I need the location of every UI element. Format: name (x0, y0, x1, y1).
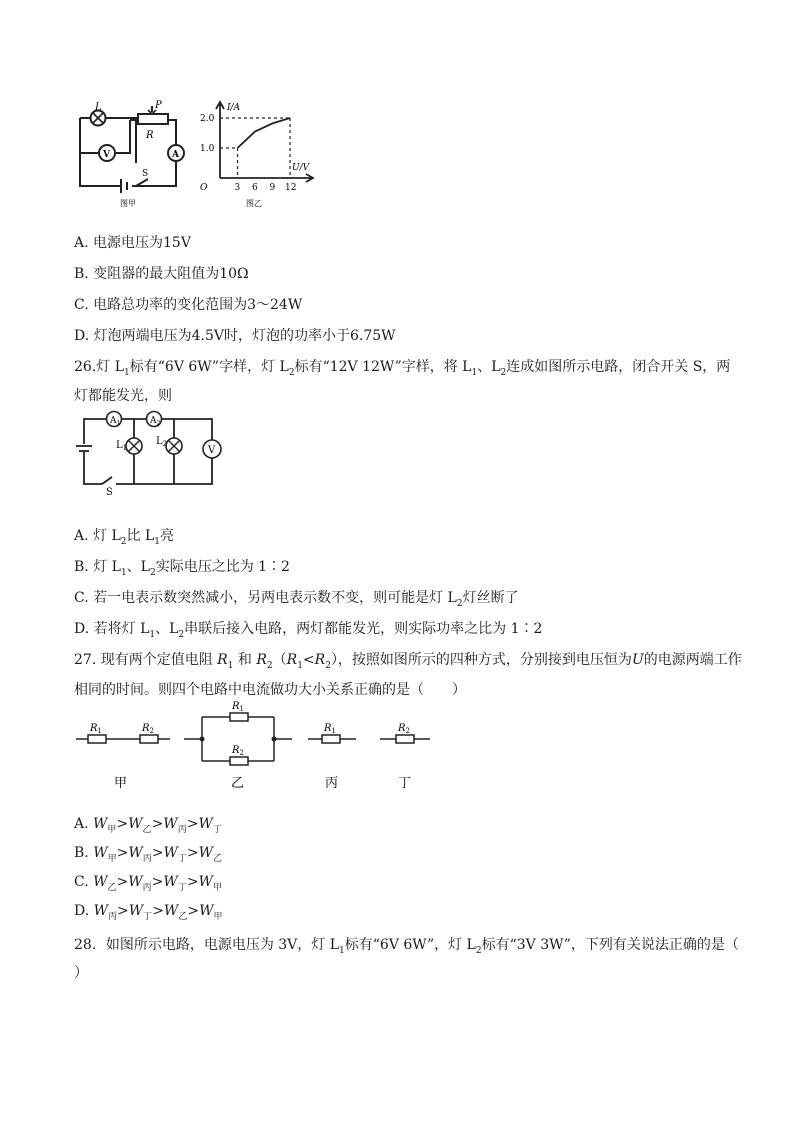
label-r2: $R_2$ (398, 723, 410, 735)
label-r1: $R_1$ (324, 723, 336, 735)
q26-stem-line1: 26.灯 $L_1$标有“6V 6W”字样，灯 $L_2$标有“12V 12W”字样，将 $L_1$、$L_2$连成如图所示电路，闭合开关 S，两 (74, 359, 731, 378)
label-r1: $R_1$ (90, 723, 102, 735)
resistor-circuits-q27 (74, 695, 444, 795)
label-r1: $R_1$ (232, 701, 244, 713)
q26-stem-line2: 灯都能发光，则 (74, 388, 172, 404)
q27-option-c: C. $W_乙>W_丙>W_丁>W_甲$ (74, 874, 222, 893)
q25-option-a: A. 电源电压为15V (74, 235, 191, 251)
label-r2: $R_2$ (232, 745, 244, 757)
q25-option-d: D. 灯泡两端电压为4.5V时，灯泡的功率小于6.75W (74, 328, 396, 344)
circuit-label-bing: 丙 (325, 776, 339, 791)
q28-stem-line2: ） (74, 965, 88, 981)
x-tick-label: 9 (269, 183, 276, 193)
circuit-label-yi: 乙 (231, 776, 245, 791)
label-r2: $R_2$ (142, 723, 154, 735)
q27-stem-line1: 27. 现有两个定值电阻 $R_1$ 和 $R_2(R_1<R_2)$，按照如图所示的四种方式，分别接到电压恒为U的电源两端工作 (74, 652, 742, 671)
label-R: R (146, 130, 154, 141)
y-tick-label: 2.0 (200, 114, 215, 124)
x-tick-label: 6 (252, 183, 258, 193)
q27-option-a: A. $W_甲>W_乙>W_丙>W_丁$ (74, 816, 222, 835)
switch-label: S (142, 169, 149, 179)
y-axis-label: I/A (227, 103, 241, 113)
voltmeter-label: V (103, 150, 110, 160)
label-P: P (155, 100, 162, 111)
circuit-label-jia: 甲 (114, 776, 128, 791)
ammeter-a2-label: $A_2$ (150, 416, 161, 427)
q27-option-d: D. $W_丙>W_丁>W_乙>W_甲$ (74, 903, 223, 922)
switch-label: S (106, 487, 113, 496)
lamp-l2-label: $L_2$ (156, 436, 168, 448)
q26-option-c: C. 若一电表示数突然减小，另两电表示数不变，则可能是灯 $L_2$灯丝断了 (74, 590, 519, 609)
ammeter-a1-label: $A_1$ (110, 416, 121, 427)
circuit-label-ding: 丁 (398, 776, 412, 791)
y-tick-label: 1.0 (200, 144, 215, 154)
origin-label: O (200, 183, 208, 193)
q27-stem-line2: 相同的时间。则四个电路中电流做功大小关系正确的是（ ） (74, 682, 466, 698)
x-tick-label: 3 (234, 183, 241, 193)
ammeter-label: A (172, 150, 179, 160)
x-tick-label: 12 (285, 183, 297, 193)
figure-caption-yi: 图乙 (246, 199, 262, 208)
circuit-figure-q26 (76, 404, 226, 496)
iu-curve-line (238, 118, 291, 148)
q28-stem-line1: 28．如图所示电路，电源电压为 3V，灯 $L_1$标有“6V 6W”，灯 $L_2$标有“3V 3W”，下列有关说法正确的是（ (74, 937, 739, 956)
chart-dashed-guides (220, 118, 290, 178)
lamp-l1-label: $L_1$ (116, 440, 128, 452)
figure-caption-jia: 图甲 (120, 199, 136, 208)
q25-option-c: C. 电路总功率的变化范围为3～24W (74, 297, 303, 313)
x-axis-label: U/V (292, 163, 310, 173)
voltmeter-label: V (208, 445, 216, 456)
circuit-figure-jia (76, 98, 186, 210)
q26-option-d: D. 若将灯 $L_1$、$L_2$串联后接入电路，两灯都能发光，则实际功率之比为 1∶2 (74, 621, 543, 640)
q25-option-b: B. 变阻器的最大阻值为10Ω (74, 266, 249, 282)
label-L: L (95, 102, 102, 113)
q26-option-b: B. 灯 $L_1$、$L_2$实际电压之比为 1∶2 (74, 559, 290, 578)
q26-option-a: A. 灯 $L_2$比 $L_1$亮 (74, 528, 174, 547)
q27-option-b: B. $W_甲>W_丙>W_丁>W_乙$ (74, 845, 223, 864)
iu-chart (196, 98, 316, 210)
